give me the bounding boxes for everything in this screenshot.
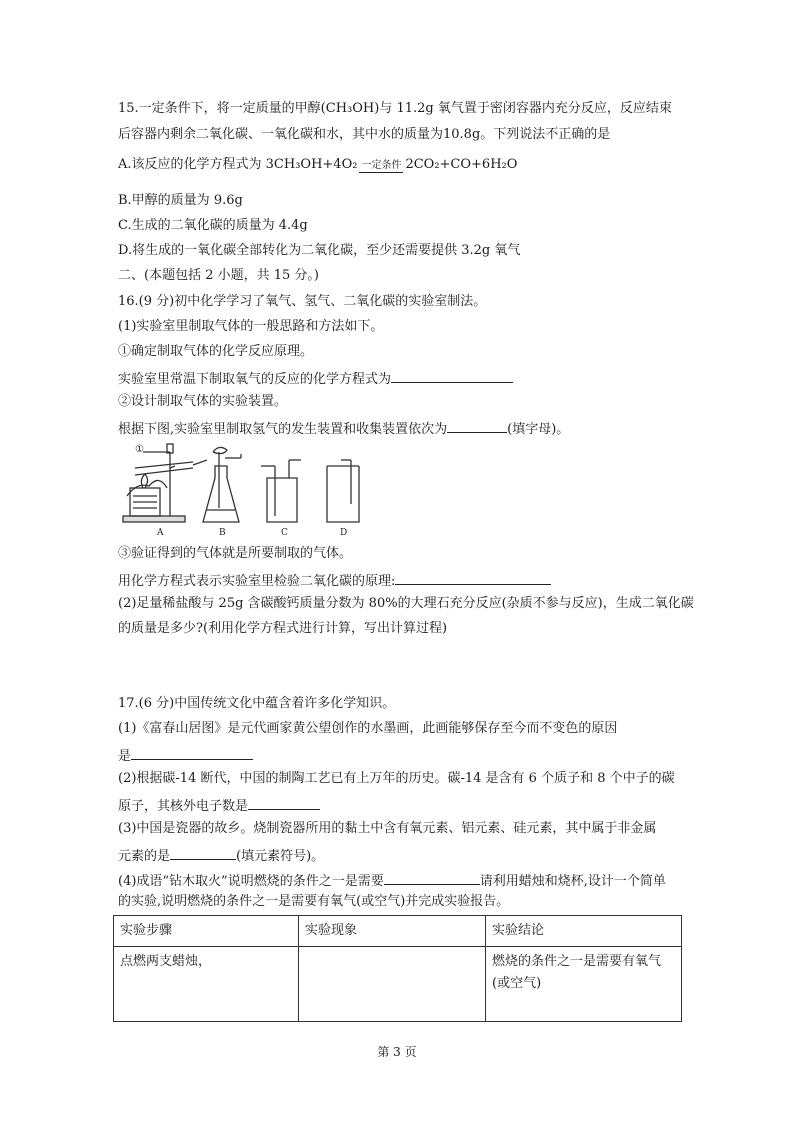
answer-blank[interactable] — [384, 870, 480, 885]
q16-step2: ②设计制取气体的实验装置。 — [118, 394, 288, 409]
q15-option-b: B.甲醇的质量为 9.6g — [118, 193, 243, 208]
cell-phenomena[interactable] — [299, 947, 486, 1022]
q17-part4-line1 — [118, 870, 666, 891]
q16-step1-question — [118, 368, 513, 389]
q16-step2-question — [118, 418, 569, 439]
q15-option-a — [118, 156, 517, 174]
apparatus-c — [261, 460, 301, 522]
q17-stem: 17.(6 分)中国传统文化中蕴含着许多化学知识。 — [118, 696, 396, 711]
q16-step1-text: 实验室里常温下制取氧气的反应的化学方程式为 — [118, 372, 392, 387]
cell-steps[interactable]: 点燃两支蜡烛， — [114, 947, 299, 1022]
q15-option-d: D.将生成的一氧化碳全部转化为二氧化碳，至少还需要提供 3.2g 氧气 — [118, 243, 521, 258]
header-steps: 实验步骤 — [114, 916, 299, 947]
q17-part2-line2 — [118, 795, 320, 816]
apparatus-a — [123, 444, 207, 522]
q17-part4-text: (4)成语“钻木取火”说明燃烧的条件之一是需要 — [118, 874, 384, 889]
table-header-row — [114, 916, 682, 947]
q16-step3: ③验证得到的气体就是所要制取的气体。 — [118, 546, 353, 561]
q17-part3-tail: (填元素符号)。 — [236, 849, 325, 864]
q16-step3-question — [118, 570, 551, 591]
q16-step1: ①确定制取气体的化学反应原理。 — [118, 344, 314, 359]
answer-blank[interactable] — [395, 570, 551, 585]
q15-option-a-rhs: 2CO₂+CO+6H₂O — [405, 157, 518, 172]
answer-blank[interactable] — [170, 845, 236, 860]
q17-part1-line1: (1)《富春山居图》是元代画家黄公望创作的水墨画，此画能够保存至今而不变色的原因 — [118, 721, 618, 736]
table-row — [114, 947, 682, 1022]
reaction-condition: 一定条件 — [361, 160, 402, 171]
q15-option-c: C.生成的二氧化碳的质量为 4.4g — [118, 218, 308, 233]
q15-stem-line1: 15.一定条件下，将一定质量的甲醇(CH₃OH)与 11.2g 氧气置于密闭容器内充分反应，反应结束 — [118, 101, 672, 116]
label-a: A — [157, 528, 164, 536]
q17-part3-text: 元素的是 — [118, 849, 171, 864]
section-2-heading: 二、(本题包括 2 小题，共 15 分。) — [118, 268, 319, 283]
q17-part3-line1: (3)中国是瓷器的故乡。烧制瓷器所用的黏土中含有氧元素、铝元素、硅元素，其中属于非金属 — [118, 821, 657, 836]
q16-step2-tail: (填字母)。 — [507, 422, 570, 437]
apparatus-b — [203, 447, 241, 522]
q16-step2-text: 根据下图,实验室里制取氢气的发生装置和收集装置依次为 — [118, 422, 448, 437]
answer-blank[interactable] — [248, 795, 320, 810]
cell-conclusion: 燃烧的条件之一是需要有氧气(或空气) — [486, 947, 682, 1022]
q17-part4-tail: 请利用蜡烛和烧杯,设计一个简单 — [479, 874, 666, 889]
label-c: C — [281, 528, 288, 536]
gas-apparatus-figure — [115, 438, 365, 536]
q17-part2-line1: (2)根据碳-14 断代，中国的制陶工艺已有上万年的历史。碳-14 是含有 6 个质子和 8 个中子的碳 — [118, 771, 675, 786]
page-number: 第 3 页 — [377, 1045, 417, 1059]
q15-option-a-lhs: A.该反应的化学方程式为 3CH₃OH+4O₂ — [118, 157, 358, 172]
label-b: B — [219, 528, 226, 536]
answer-blank[interactable] — [131, 745, 253, 760]
q15-stem-line2: 后容器内剩余二氧化碳、一氧化碳和水，其中水的质量为10.8g。下列说法不正确的是 — [118, 127, 611, 142]
q16-step3-text: 用化学方程式表示实验室里检验二氧化碳的原理: — [118, 574, 396, 589]
answer-blank[interactable] — [447, 418, 507, 433]
apparatus-d — [327, 460, 359, 522]
q17-part3-line2 — [118, 845, 324, 866]
q16-part2-line2: 的质量是多少?(利用化学方程式进行计算，写出计算过程) — [118, 621, 448, 636]
experiment-report-table — [113, 915, 682, 1022]
q16-stem: 16.(9 分)初中化学学习了氧气、氢气、二氧化碳的实验室制法。 — [118, 294, 487, 309]
q17-part1-text: 是 — [118, 749, 132, 764]
q17-part1-line2 — [118, 745, 253, 766]
label-d: D — [340, 528, 348, 536]
q16-part1: (1)实验室里制取气体的一般思路和方法如下。 — [118, 319, 384, 334]
q17-part2-text: 原子，其核外电子数是 — [118, 799, 249, 814]
q17-part4-line2: 的实验,说明燃烧的条件之一是需要有氧气(或空气)并完成实验报告。 — [118, 894, 510, 909]
header-conclusion: 实验结论 — [486, 916, 682, 947]
header-phenomena: 实验现象 — [299, 916, 486, 947]
q16-part2-line1: (2)足量稀盐酸与 25g 含碳酸钙质量分数为 80%的大理石充分反应(杂质不参与反应)，生成二氧化碳 — [118, 596, 694, 611]
answer-blank[interactable] — [391, 368, 513, 383]
marker-1: ① — [135, 444, 144, 455]
